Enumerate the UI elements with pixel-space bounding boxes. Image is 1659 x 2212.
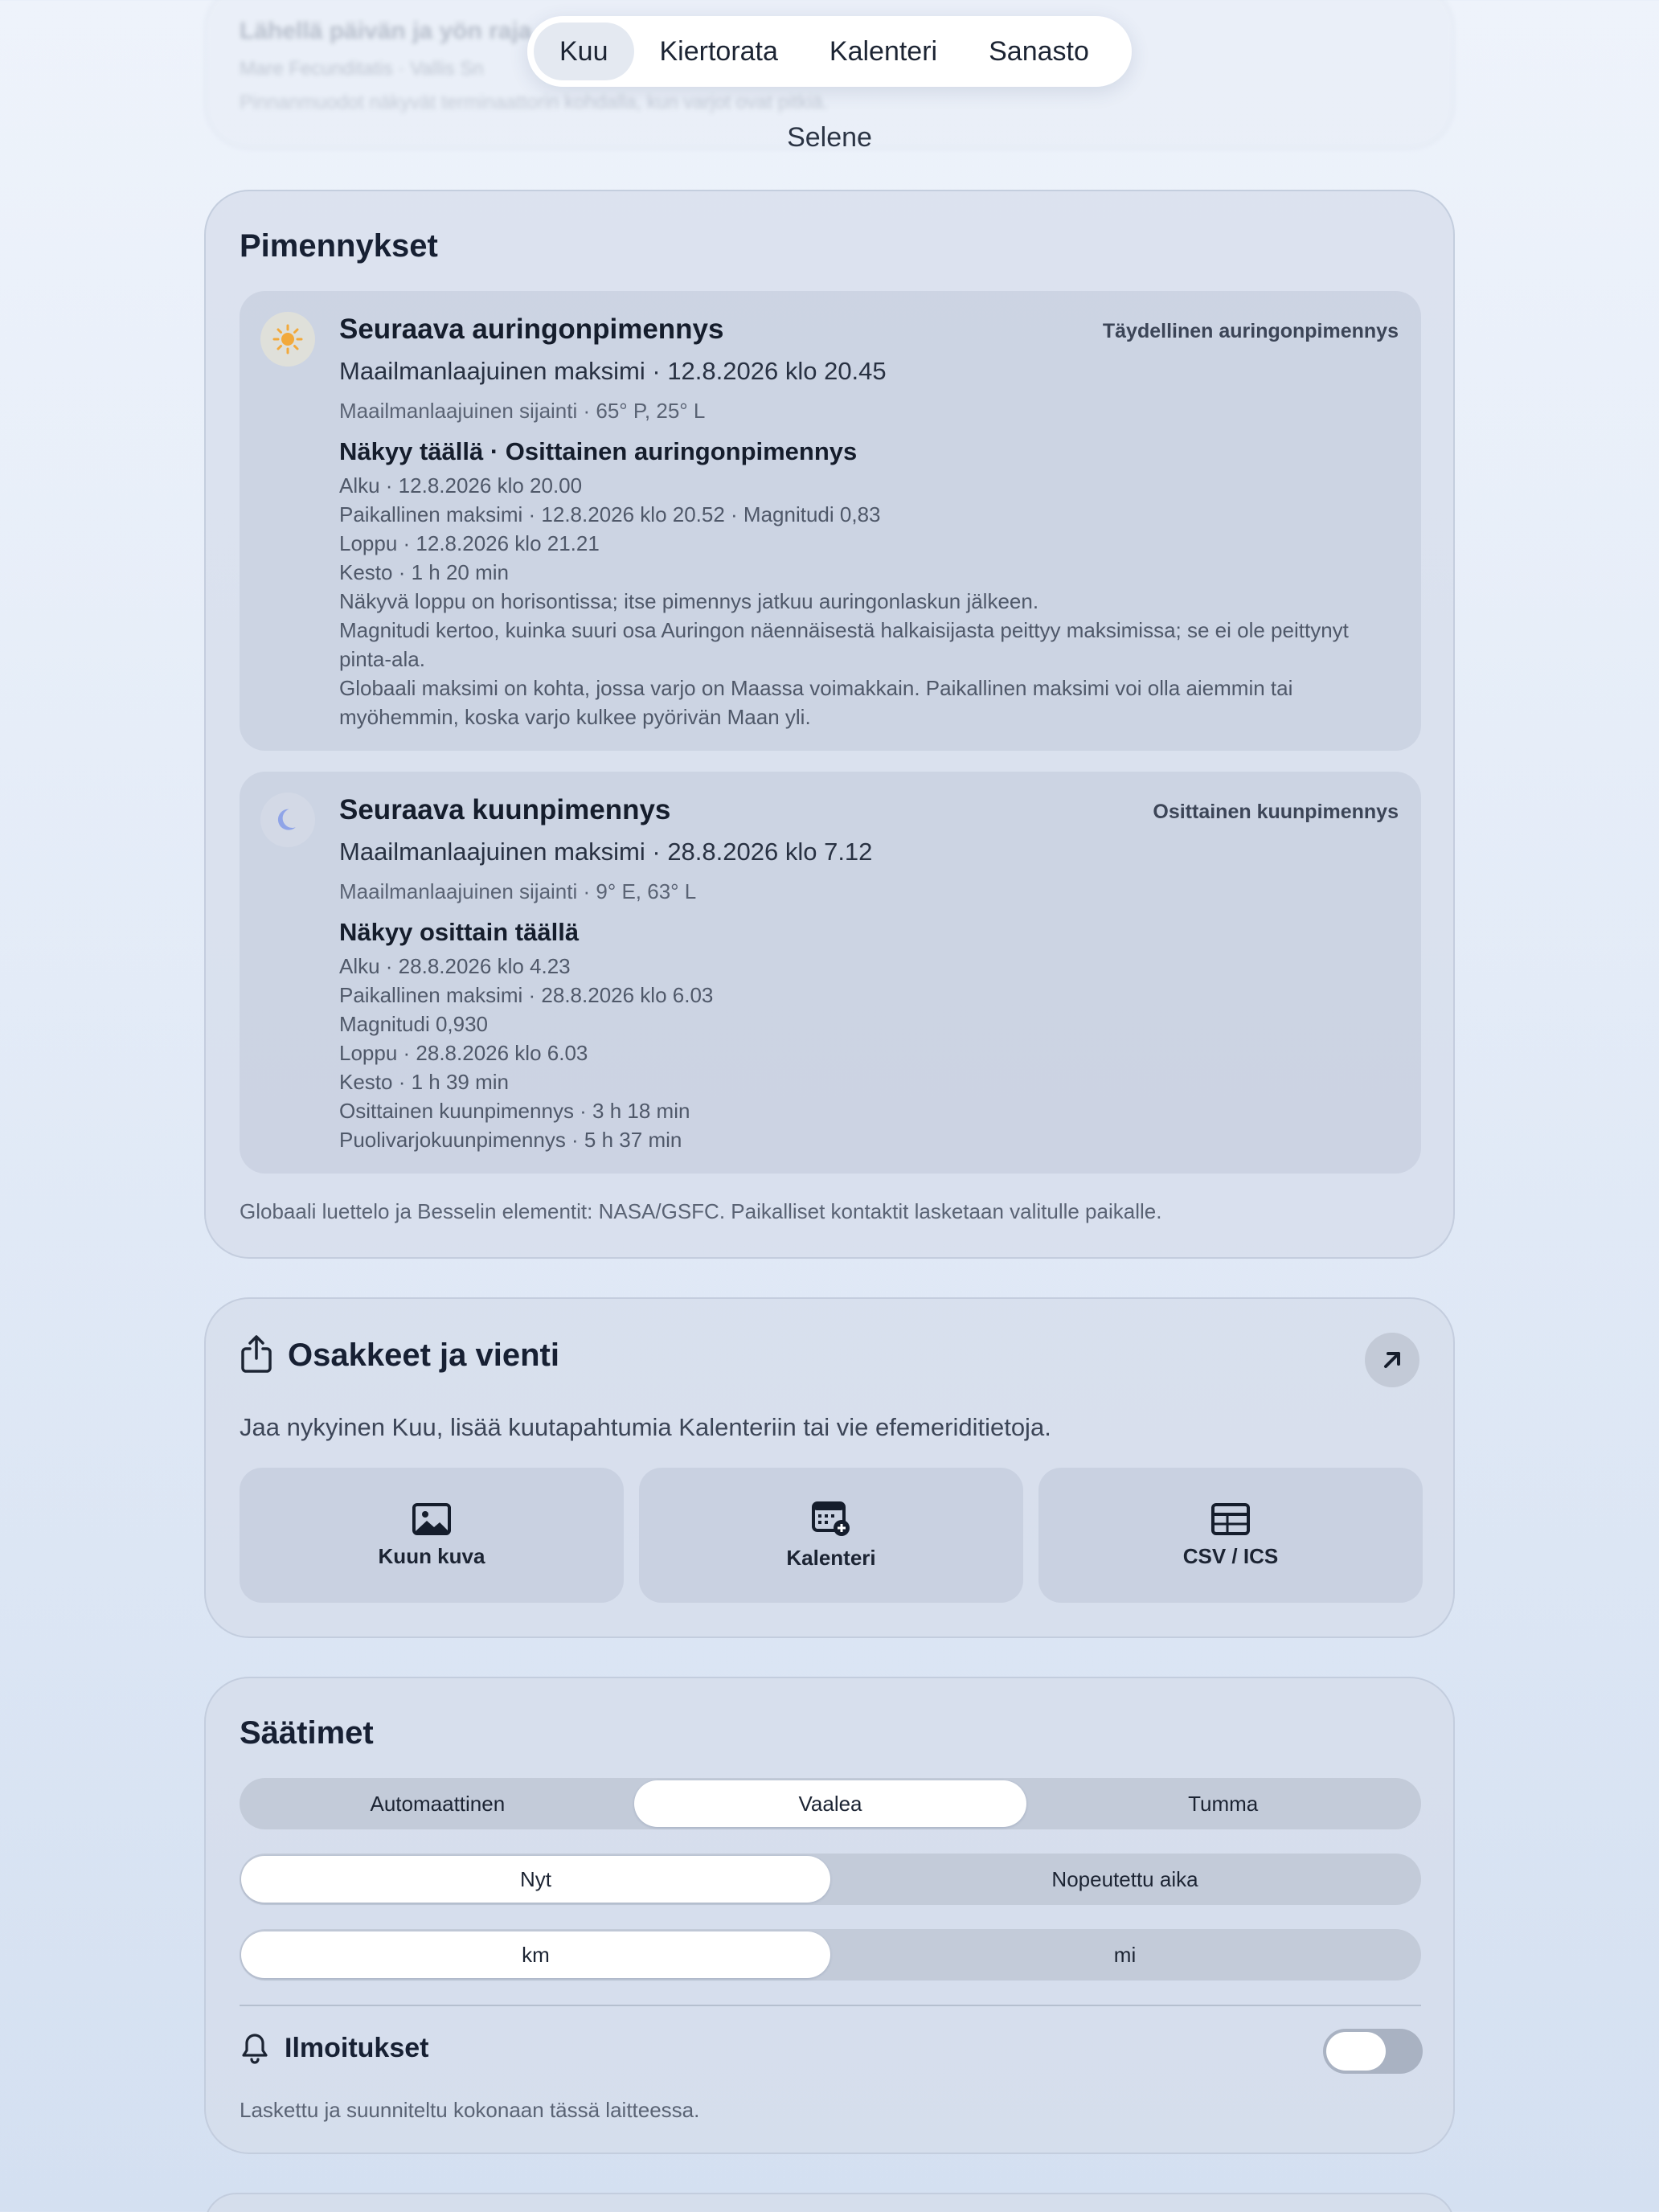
share-export-card [204, 1297, 1455, 1638]
tile-label: Kuun kuva [378, 1543, 485, 1568]
faded-line: Mare Fecunditatis · Vallis Sn [240, 58, 484, 80]
top-tab-bar [527, 16, 1132, 87]
next-card-partial [204, 2193, 1455, 2212]
moon-icon [260, 793, 315, 847]
solar-detail-line: Näkyvä loppu on horisontissa; itse pimennys jatkuu auringonlaskun jälkeen. [339, 589, 1039, 613]
share-header [240, 1334, 559, 1377]
share-moon-image-button[interactable] [240, 1468, 624, 1603]
image-icon [412, 1502, 452, 1536]
lunar-detail-line: Alku · 28.8.2026 klo 4.23 [339, 954, 571, 978]
time-option-accelerated[interactable]: Nopeutettu aika [1051, 1866, 1198, 1891]
lunar-detail-line: Magnitudi 0,930 [339, 1012, 489, 1036]
table-icon [1210, 1502, 1251, 1536]
tile-label: Kalenteri [786, 1545, 876, 1570]
notifications-label: Ilmoitukset [285, 2032, 429, 2063]
share-title: Osakkeet ja vienti [288, 1337, 559, 1373]
solar-eclipse-panel[interactable] [240, 291, 1421, 751]
faded-line: Pinnanmuodot näkyvät terminaattorin kohdalla, kun varjot ovat pitkiä. [240, 92, 829, 113]
appearance-option-light[interactable]: Vaalea [634, 1780, 1027, 1827]
appearance-option-dark[interactable]: Tumma [1188, 1791, 1259, 1816]
eclipses-card [204, 190, 1455, 1259]
appearance-option-auto[interactable]: Automaattinen [370, 1791, 506, 1816]
tab-kalenteri[interactable]: Kalenteri [829, 35, 938, 67]
lunar-local-heading: Näkyy osittain täällä [339, 918, 580, 946]
app-title: Selene [787, 122, 872, 153]
solar-global-location: Maailmanlaajuinen sijainti · 65° P, 25° L [339, 399, 706, 423]
solar-detail-line: Paikallinen maksimi · 12.8.2026 klo 20.52 · Magnitudi 0,83 [339, 502, 881, 526]
arrow-up-right-icon [1379, 1347, 1405, 1373]
eclipses-title: Pimennykset [240, 228, 438, 264]
eclipses-source-note: Globaali luettelo ja Besselin elementit: NASA/GSFC. Paikalliset kontaktit lasketaan valitulle paikalle. [240, 1199, 1162, 1223]
settings-card [204, 1677, 1455, 2154]
units-option-mi[interactable]: mi [1113, 1942, 1137, 1967]
open-external-button[interactable] [1365, 1333, 1419, 1387]
solar-detail-line: Globaali maksimi on kohta, jossa varjo on Maassa voimakkain. Paikallinen maksimi voi olla aiemmin tai myöhemmin, koska varjo kulkee pyörivän Maan yli. [339, 676, 1293, 729]
lunar-eclipse-type-badge: Osittainen kuunpimennys [1153, 801, 1399, 823]
tab-sanasto[interactable]: Sanasto [989, 35, 1089, 67]
lunar-detail-line: Loppu · 28.8.2026 klo 6.03 [339, 1041, 588, 1065]
solar-detail-line: Magnitudi kertoo, kuinka suuri osa Auringon näennäisestä halkaisijasta peittyy maksimissa; se ei ole peittynyt pinta-ala. [339, 618, 1349, 671]
settings-divider [240, 2005, 1421, 2006]
lunar-global-max: Maailmanlaajuinen maksimi · 28.8.2026 klo 7.12 [339, 838, 873, 866]
sun-icon [260, 312, 315, 367]
solar-detail-line: Loppu · 12.8.2026 klo 21.21 [339, 531, 600, 555]
lunar-details [339, 952, 1400, 1154]
faded-title: Lähellä päivän ja yön raja [240, 18, 532, 44]
lunar-detail-line: Osittainen kuunpimennys · 3 h 18 min [339, 1099, 690, 1123]
solar-eclipse-title: Seuraava auringonpimennys [339, 313, 724, 345]
on-device-note: Laskettu ja suunniteltu kokonaan tässä laitteessa. [240, 2098, 700, 2122]
lunar-detail-line: Kesto · 1 h 39 min [339, 1070, 509, 1094]
solar-detail-line: Kesto · 1 h 20 min [339, 560, 509, 584]
units-option-km[interactable]: km [241, 1931, 830, 1978]
toggle-knob [1326, 2032, 1386, 2071]
lunar-eclipse-title: Seuraava kuunpimennys [339, 794, 671, 825]
units-segmented-control [240, 1929, 1421, 1981]
add-to-calendar-button[interactable] [639, 1468, 1023, 1603]
share-description: Jaa nykyinen Kuu, lisää kuutapahtumia Kalenteriin tai vie efemeriditietoja. [240, 1413, 1051, 1441]
share-icon [240, 1334, 273, 1377]
calendar-add-icon [811, 1501, 851, 1538]
bell-icon [240, 2032, 270, 2064]
tab-kuu[interactable]: Kuu [534, 23, 634, 80]
appearance-segmented-control [240, 1778, 1421, 1829]
lunar-detail-line: Puolivarjokuunpimennys · 5 h 37 min [339, 1128, 682, 1152]
lunar-global-location: Maailmanlaajuinen sijainti · 9° E, 63° L [339, 879, 697, 903]
notifications-toggle[interactable] [1323, 2029, 1423, 2074]
solar-eclipse-type-badge: Täydellinen auringonpimennys [1102, 320, 1399, 342]
notifications-row [240, 2032, 428, 2064]
solar-details [339, 471, 1400, 731]
solar-local-heading: Näkyy täällä · Osittainen auringonpimennys [339, 437, 858, 465]
tile-label: CSV / ICS [1182, 1543, 1279, 1568]
settings-title: Säätimet [240, 1715, 374, 1751]
lunar-eclipse-panel[interactable] [240, 772, 1421, 1174]
export-csv-ics-button[interactable] [1038, 1468, 1423, 1603]
time-option-now[interactable]: Nyt [241, 1856, 830, 1903]
solar-global-max: Maailmanlaajuinen maksimi · 12.8.2026 klo 20.45 [339, 357, 887, 385]
lunar-detail-line: Paikallinen maksimi · 28.8.2026 klo 6.03 [339, 983, 714, 1007]
tab-kiertorata[interactable]: Kiertorata [659, 35, 778, 67]
solar-detail-line: Alku · 12.8.2026 klo 20.00 [339, 473, 583, 498]
time-mode-segmented-control [240, 1854, 1421, 1905]
